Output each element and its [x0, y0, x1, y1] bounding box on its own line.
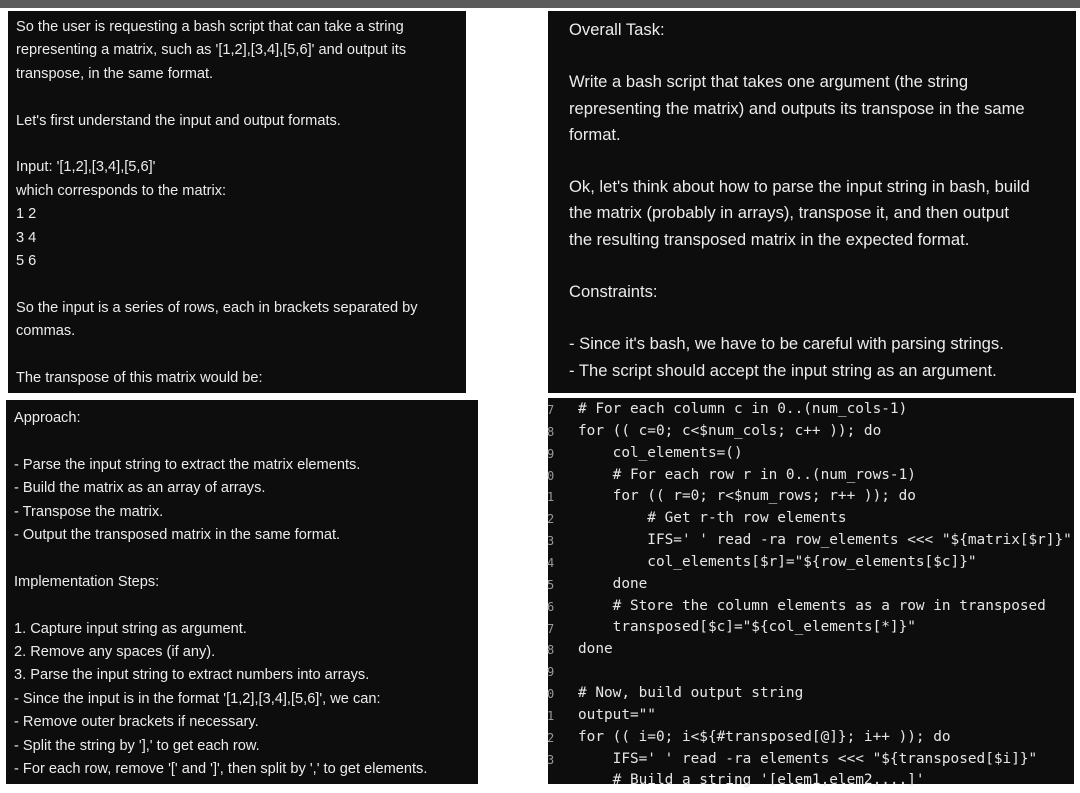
text-line: Implementation Steps:: [14, 573, 160, 590]
line-number: 3: [547, 534, 555, 549]
text-line: - Remove outer brackets if necessary.: [14, 714, 259, 731]
text-line: - Output the transposed matrix in the same format.: [14, 527, 341, 544]
code-panel-bottom-right: [547, 398, 1074, 789]
text-line: [569, 148, 1056, 174]
text-line: [14, 594, 470, 617]
code-line: col_elements[$r]="${row_elements[$c]}": [578, 553, 977, 570]
text-line: Input: '[1,2],[3,4],[5,6]': [16, 159, 156, 176]
line-number: 8: [547, 643, 555, 658]
code-line: done: [578, 575, 648, 592]
reasoning-panel-bottom-left: [6, 400, 478, 784]
text-line: - Transpose the matrix.: [14, 503, 164, 520]
line-number: 1: [547, 490, 555, 505]
code-line: col_elements=(): [578, 444, 743, 461]
text-line: [14, 547, 470, 570]
text-line: 3. Parse the input string to extract numbers into arrays.: [14, 667, 370, 684]
text-line: the matrix (probably in arrays), transpose it, and then output: [569, 203, 1009, 223]
line-number: 2: [547, 730, 555, 745]
reasoning-text: [16, 16, 458, 391]
approach-text: [14, 407, 470, 782]
text-line: Let's first understand the input and output formats.: [16, 112, 341, 129]
line-number: 5: [547, 577, 555, 592]
code-line: for (( c=0; c<$num_cols; c++ )); do: [578, 422, 882, 439]
text-line: Approach:: [14, 410, 81, 426]
text-line: [14, 430, 470, 453]
text-line: [569, 253, 1056, 279]
bash-code: [578, 399, 1074, 792]
text-line: transpose, in the same format.: [16, 65, 214, 82]
line-number-gutter: [548, 398, 554, 784]
text-line: The transpose of this matrix would be:: [16, 370, 263, 387]
line-number: 9: [547, 665, 555, 680]
line-number: 9: [547, 446, 555, 461]
text-line: [569, 305, 1056, 331]
text-line: [569, 43, 1056, 69]
code-line: # Get r-th row elements: [578, 510, 847, 527]
text-line: - Since the input is in the format '[1,2],[3,4],[5,6]', we can:: [14, 690, 381, 707]
text-line: 1. Capture input string as argument.: [14, 620, 247, 637]
code-line: [578, 661, 1074, 683]
text-line: [16, 133, 458, 156]
code-line: # Now, build output string: [578, 684, 804, 701]
text-line: - Split the string by '],' to get each row.: [14, 737, 260, 754]
line-number: 4: [547, 555, 555, 570]
line-number: 7: [547, 621, 555, 636]
text-line: the resulting transposed matrix in the expected format.: [569, 229, 970, 249]
code-line: transposed[$c]="${col_elements[*]}": [578, 619, 916, 636]
text-line: - For each row, remove '[' and ']', then split by ',' to get elements.: [14, 761, 428, 778]
text-line: Overall Task:: [569, 20, 665, 39]
top-border-bar: [0, 0, 1080, 8]
text-line: format.: [569, 124, 621, 144]
text-line: [16, 86, 458, 109]
text-line: - Build the matrix as an array of arrays.: [14, 480, 266, 497]
code-line: for (( i=0; i<${#transposed[@]}; i++ )); do: [578, 728, 951, 745]
code-line: IFS=' ' read -ra elements <<< "${transposed[$i]}": [578, 750, 1038, 767]
text-line: 5 6: [16, 253, 37, 270]
text-line: - Parse the input string to extract the matrix elements.: [14, 456, 361, 473]
text-line: [16, 273, 458, 296]
reasoning-panel-top-right: [548, 11, 1076, 393]
text-line: [16, 344, 458, 367]
line-number: 8: [547, 424, 555, 439]
text-line: - Since it's bash, we have to be careful with parsing strings.: [569, 334, 1004, 354]
text-line: representing the matrix) and outputs its transpose in the same: [569, 98, 1025, 118]
text-line: 2. Remove any spaces (if any).: [14, 644, 216, 661]
text-line: commas.: [16, 323, 76, 340]
text-line: So the user is requesting a bash script that can take a string: [16, 19, 404, 35]
code-line: # Build a string '[elem1,elem2,...]': [578, 772, 925, 789]
line-number: 0: [547, 468, 555, 483]
code-line: # For each row r in 0..(num_rows-1): [578, 466, 916, 483]
line-number: 2: [547, 512, 555, 527]
text-line: Write a bash script that takes one argument (the string: [569, 72, 969, 92]
line-number: 6: [547, 599, 555, 614]
text-line: 3 4: [16, 229, 37, 246]
text-line: - The script should accept the input string as an argument.: [569, 360, 997, 380]
code-line: output="": [578, 706, 656, 723]
line-number: 7: [547, 403, 555, 417]
text-line: Constraints:: [569, 282, 658, 302]
reasoning-panel-top-left: [8, 11, 466, 393]
task-text: [569, 17, 1056, 384]
text-line: 1 2: [16, 206, 37, 223]
line-number: 3: [547, 752, 555, 767]
text-line: which corresponds to the matrix:: [16, 182, 227, 199]
code-line: # For each column c in 0..(num_cols-1): [578, 401, 908, 417]
line-number: 0: [547, 687, 555, 702]
text-line: Ok, let's think about how to parse the input string in bash, build: [569, 177, 1030, 197]
code-line: for (( r=0; r<$num_rows; r++ )); do: [578, 488, 916, 505]
text-line: So the input is a series of rows, each in brackets separated by: [16, 299, 418, 316]
code-line: # Store the column elements as a row in transposed: [578, 597, 1046, 614]
code-line: IFS=' ' read -ra row_elements <<< "${matrix[$r]}": [578, 532, 1072, 549]
code-line: done: [578, 641, 613, 658]
text-line: representing a matrix, such as '[1,2],[3,4],[5,6]' and output its: [16, 42, 407, 59]
line-number: 1: [547, 708, 555, 723]
